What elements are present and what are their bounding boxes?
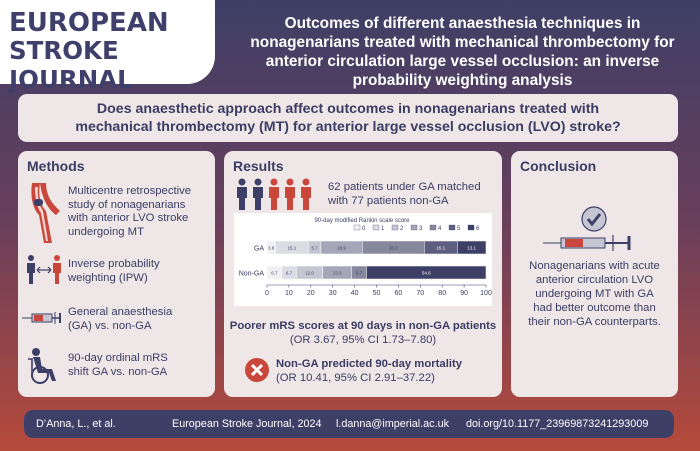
bar-label-Non-GA-mrs-2: 12.0 — [305, 270, 314, 276]
question-line-1: Does anaesthetic approach affect outcomes in nonagenarians treated with — [96, 100, 600, 117]
article-title: Outcomes of different anaesthesia techniques in nonagenarians treated with mechanical thrombectomy for anterior circulation large vessel occlusion: an inverse probability weighting analysis — [250, 15, 675, 89]
bar-label-GA-mrs-2: 5.7 — [311, 245, 318, 251]
category-label-Non-GA: Non-GA — [238, 270, 264, 278]
research-question — [18, 94, 678, 142]
bar-label-GA-mrs-6: 13.1 — [467, 245, 477, 251]
legend-label-3: 3 — [419, 226, 423, 232]
legend-swatch-0 — [354, 225, 360, 230]
syringe-icon — [541, 233, 647, 253]
footer-authors: D’Anna, L., et al. — [36, 418, 116, 430]
x-tick-label-40: 40 — [350, 290, 359, 297]
logo-line-2: STROKE JOURNAL — [9, 36, 133, 94]
balance-people-icon — [24, 254, 64, 286]
methods-panel — [18, 151, 215, 397]
footer-journal: European Stroke Journal, 2024 — [172, 418, 322, 430]
x-tick-label-20: 20 — [306, 290, 315, 297]
bar-label-GA-mrs-1: 15.1 — [287, 245, 297, 251]
x-tick-label-80: 80 — [438, 290, 447, 297]
legend-swatch-4 — [430, 225, 436, 230]
x-tick-label-70: 70 — [416, 290, 425, 297]
bar-label-Non-GA-mrs-4: 6.7 — [355, 270, 363, 276]
legend-label-1: 1 — [381, 226, 385, 232]
bar-label-GA-mrs-3: 18.9 — [337, 245, 346, 251]
legend-label-0: 0 — [362, 226, 366, 232]
legend-swatch-3 — [411, 225, 417, 230]
x-tick-label-100: 100 — [480, 290, 492, 297]
x-tick-label-0: 0 — [265, 290, 269, 297]
conclusion-panel — [511, 151, 678, 397]
checkmark-icon — [581, 206, 607, 232]
category-label-GA: GA — [253, 245, 264, 253]
cross-icon — [244, 357, 270, 383]
x-tick-label-90: 90 — [460, 290, 468, 297]
bar-label-GA-mrs-5: 15.1 — [436, 245, 446, 251]
legend-label-2: 2 — [400, 226, 404, 232]
bar-label-Non-GA-mrs-3: 13.3 — [332, 270, 342, 276]
mrs-stacked-bar-chart — [234, 213, 492, 306]
methods-heading: Methods — [27, 158, 85, 174]
bar-label-GA-mrs-4: 28.3 — [388, 245, 398, 251]
bar-label-Non-GA-mrs-6: 54.6 — [421, 270, 431, 276]
x-tick-label-10: 10 — [285, 290, 293, 297]
methods-item-4-text: 90-day ordinal mRS shift GA vs. non-GA — [68, 352, 168, 378]
legend-label-6: 6 — [476, 226, 480, 232]
methods-item-2-text: Inverse probability weighting (IPW) — [68, 258, 160, 284]
legend-swatch-5 — [449, 225, 455, 230]
finding-2: Non-GA predicted 90-day mortality (OR 10.41, 95% CI 2.91–37.22) — [276, 358, 463, 384]
legend-label-5: 5 — [457, 226, 461, 232]
legend-label-4: 4 — [438, 226, 442, 232]
logo-line-1: EUROPEAN — [9, 8, 169, 38]
results-heading: Results — [233, 158, 284, 174]
bar-label-Non-GA-mrs-1: 6.7 — [285, 270, 293, 276]
bar-label-GA-mrs-0: 3.8 — [268, 245, 275, 251]
chart-box — [234, 213, 492, 306]
legend-swatch-1 — [373, 225, 379, 230]
chart-title: 90-day modified Rankin scale score — [314, 218, 410, 224]
wheelchair-icon — [26, 347, 62, 385]
artery-thrombus-icon — [26, 181, 62, 245]
legend-swatch-6 — [468, 225, 474, 230]
syringe-icon — [22, 311, 66, 325]
footer — [24, 410, 674, 438]
footer-doi[interactable]: doi.org/10.1177_23969873241293009 — [466, 418, 649, 430]
footer-email[interactable]: l.danna@imperial.ac.uk — [336, 418, 449, 430]
question-line-2: mechanical thrombectomy (MT) for anterior large vessel occlusion (LVO) stroke? — [75, 119, 621, 135]
results-panel — [224, 151, 502, 397]
conclusion-heading: Conclusion — [520, 158, 597, 174]
conclusion-text: Nonagenarians with acute anterior circulation LVO undergoing MT with GA had better outcome than their non-GA counterparts. — [528, 260, 661, 328]
legend-swatch-2 — [392, 225, 398, 230]
bar-label-Non-GA-mrs-0: 6.7 — [271, 270, 278, 276]
x-tick-label-60: 60 — [394, 290, 403, 297]
x-tick-label-50: 50 — [372, 290, 381, 297]
patients-icon — [234, 178, 320, 211]
patients-text: 62 patients under GA matched with 77 patients non-GA — [328, 181, 481, 207]
methods-item-3-text: General anaesthesia (GA) vs. non-GA — [68, 306, 173, 332]
journal-logo — [0, 0, 215, 94]
finding-1: Poorer mRS scores at 90 days in non-GA patients (OR 3.67, 95% CI 1.73–7.80) — [229, 320, 497, 346]
methods-item-1-text: Multicentre retrospective study of nonagenarians with anterior LVO stroke undergoing MT — [68, 185, 192, 238]
x-tick-label-30: 30 — [328, 290, 337, 297]
